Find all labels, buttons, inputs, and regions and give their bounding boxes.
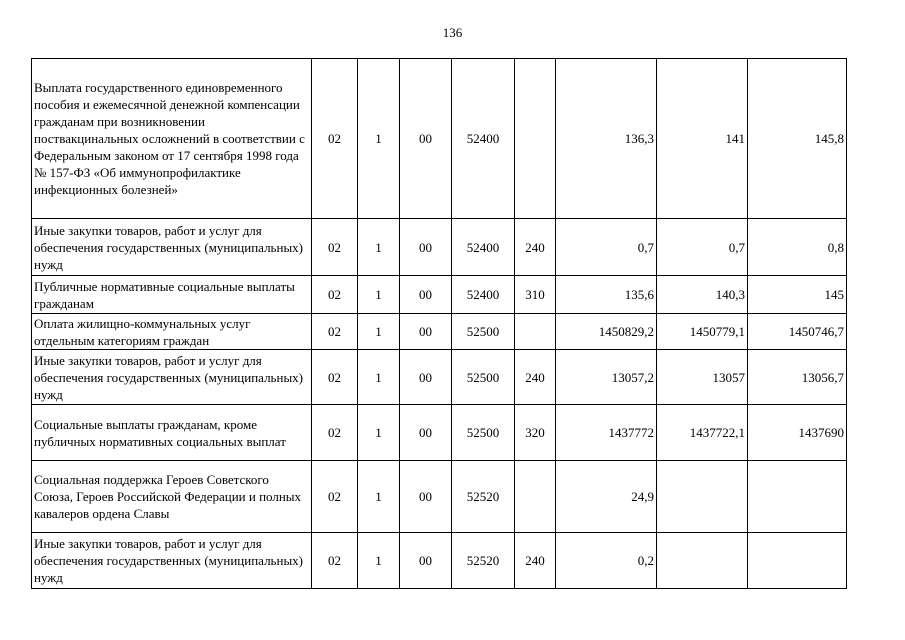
row-name: Публичные нормативные социальные выплаты гражданам	[32, 276, 312, 314]
code-section: 02	[312, 405, 358, 461]
code-subprogram: 00	[400, 461, 452, 533]
code-section: 02	[312, 533, 358, 589]
value-year-3: 0,8	[748, 219, 847, 276]
row-name: Социальная поддержка Героев Советского Союза, Героев Российской Федерации и полных кавалеров ордена Славы	[32, 461, 312, 533]
table-row	[32, 219, 847, 276]
code-program: 1	[358, 533, 400, 589]
row-name: Иные закупки товаров, работ и услуг для обеспечения государственных (муниципальных) нужд	[32, 219, 312, 276]
code-program: 1	[358, 405, 400, 461]
code-subprogram: 00	[400, 314, 452, 350]
code-section: 02	[312, 276, 358, 314]
value-year-1: 136,3	[556, 59, 657, 219]
value-year-1: 1437772	[556, 405, 657, 461]
value-year-3	[748, 461, 847, 533]
code-program: 1	[358, 461, 400, 533]
value-year-2	[657, 461, 748, 533]
row-name: Оплата жилищно-коммунальных услуг отдельным категориям граждан	[32, 314, 312, 350]
value-year-2	[657, 533, 748, 589]
value-year-1: 24,9	[556, 461, 657, 533]
code-program: 1	[358, 59, 400, 219]
code-expense-type: 240	[515, 350, 556, 405]
value-year-3: 13056,7	[748, 350, 847, 405]
code-section: 02	[312, 461, 358, 533]
value-year-2: 140,3	[657, 276, 748, 314]
code-expense-type: 320	[515, 405, 556, 461]
code-subprogram: 00	[400, 59, 452, 219]
code-subprogram: 00	[400, 350, 452, 405]
table-row	[32, 461, 847, 533]
value-year-2: 141	[657, 59, 748, 219]
code-direction: 52400	[452, 59, 515, 219]
value-year-2: 1450779,1	[657, 314, 748, 350]
code-section: 02	[312, 219, 358, 276]
table-row	[32, 350, 847, 405]
code-direction: 52520	[452, 533, 515, 589]
code-subprogram: 00	[400, 219, 452, 276]
code-expense-type	[515, 461, 556, 533]
code-subprogram: 00	[400, 533, 452, 589]
budget-table	[31, 58, 847, 589]
value-year-3: 145	[748, 276, 847, 314]
code-direction: 52520	[452, 461, 515, 533]
value-year-1: 0,2	[556, 533, 657, 589]
code-direction: 52400	[452, 276, 515, 314]
row-name: Иные закупки товаров, работ и услуг для обеспечения государственных (муниципальных) нужд	[32, 350, 312, 405]
code-subprogram: 00	[400, 405, 452, 461]
value-year-1: 1450829,2	[556, 314, 657, 350]
value-year-3: 1450746,7	[748, 314, 847, 350]
value-year-3	[748, 533, 847, 589]
code-program: 1	[358, 276, 400, 314]
code-expense-type	[515, 59, 556, 219]
value-year-2: 0,7	[657, 219, 748, 276]
code-direction: 52400	[452, 219, 515, 276]
page-number: 136	[442, 25, 463, 40]
code-section: 02	[312, 59, 358, 219]
value-year-2: 1437722,1	[657, 405, 748, 461]
value-year-3: 1437690	[748, 405, 847, 461]
code-direction: 52500	[452, 314, 515, 350]
code-direction: 52500	[452, 350, 515, 405]
value-year-1: 0,7	[556, 219, 657, 276]
table-row	[32, 533, 847, 589]
table-body	[32, 59, 847, 589]
code-direction: 52500	[452, 405, 515, 461]
code-program: 1	[358, 350, 400, 405]
table-row	[32, 59, 847, 219]
table-row	[32, 314, 847, 350]
code-expense-type	[515, 314, 556, 350]
code-expense-type: 240	[515, 219, 556, 276]
table-row	[32, 405, 847, 461]
code-section: 02	[312, 314, 358, 350]
code-subprogram: 00	[400, 276, 452, 314]
row-name: Иные закупки товаров, работ и услуг для обеспечения государственных (муниципальных) нужд	[32, 533, 312, 589]
row-name: Выплата государственного единовременного пособия и ежемесячной денежной компенсации гражданам при возникновении поствакцинальных осложнений в соответствии с Федеральным законом от 17 сентября 1998 года № 157-ФЗ «Об иммунопрофилактике инфекционных болезней»	[32, 59, 312, 219]
row-name: Социальные выплаты гражданам, кроме публичных нормативных социальных выплат	[32, 405, 312, 461]
value-year-2: 13057	[657, 350, 748, 405]
code-expense-type: 310	[515, 276, 556, 314]
value-year-3: 145,8	[748, 59, 847, 219]
code-expense-type: 240	[515, 533, 556, 589]
code-program: 1	[358, 219, 400, 276]
value-year-1: 13057,2	[556, 350, 657, 405]
table-row	[32, 276, 847, 314]
code-program: 1	[358, 314, 400, 350]
value-year-1: 135,6	[556, 276, 657, 314]
code-section: 02	[312, 350, 358, 405]
